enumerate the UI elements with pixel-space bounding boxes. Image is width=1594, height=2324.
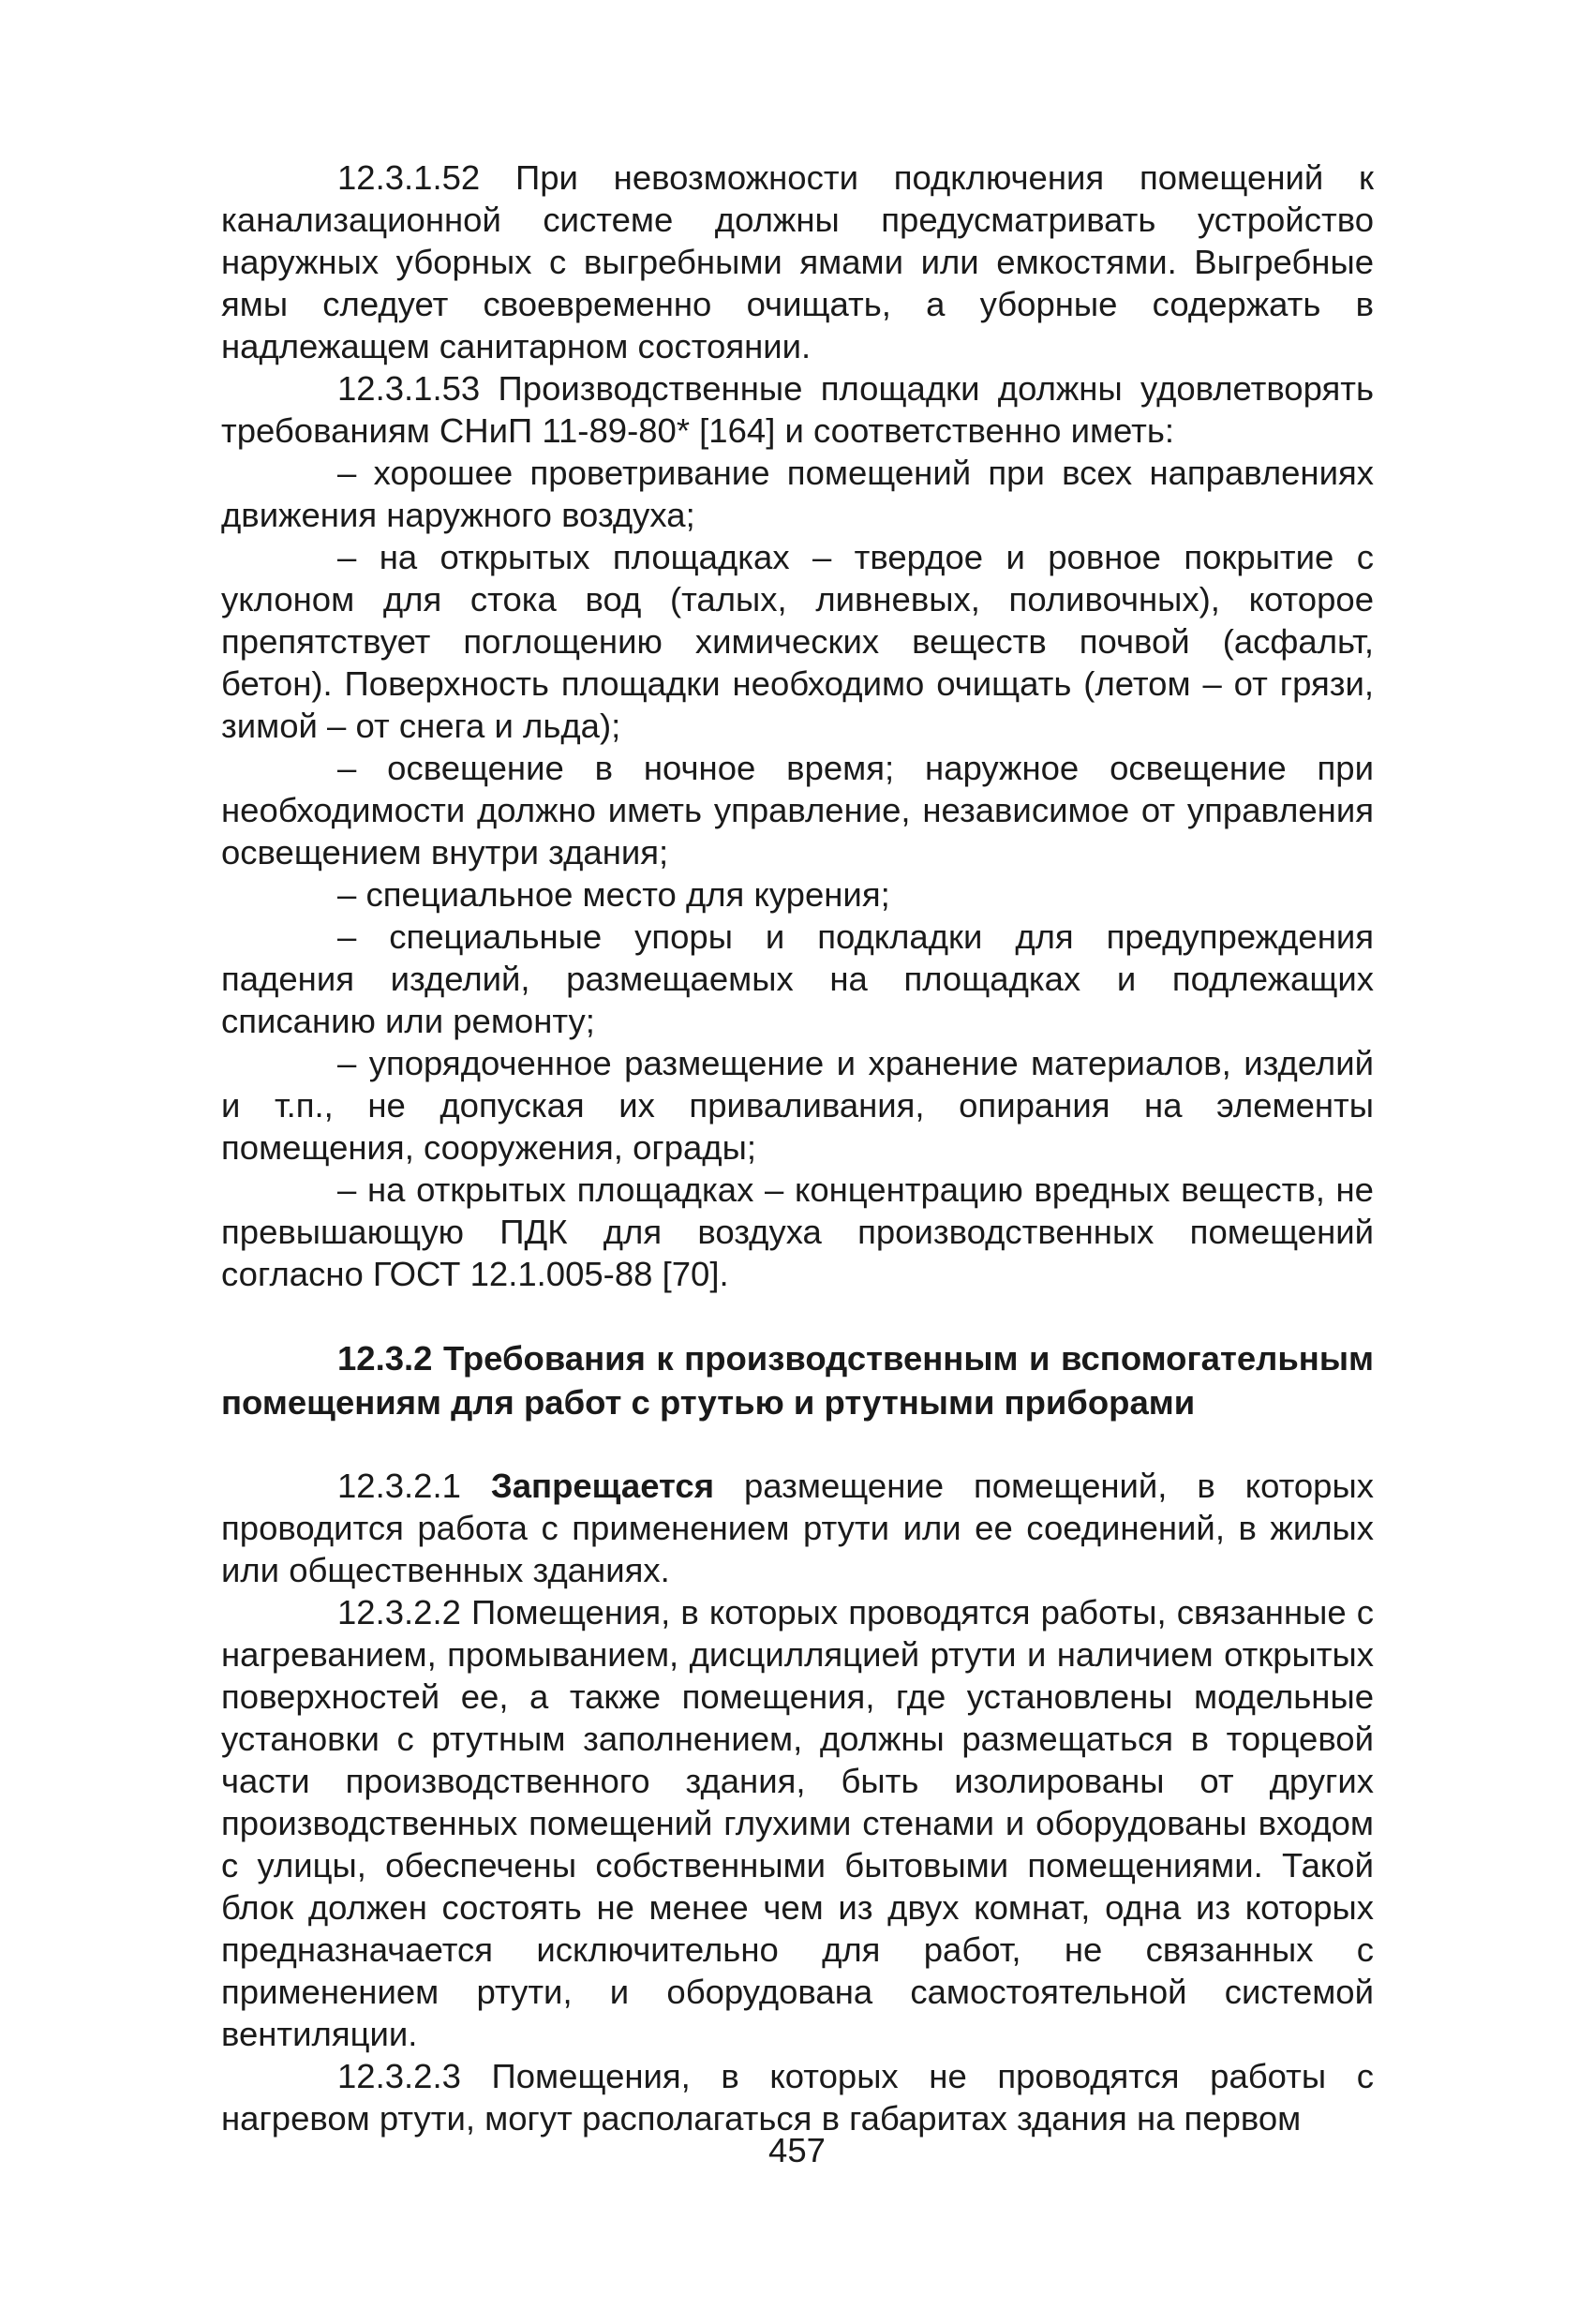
section-heading-12-3-2: 12.3.2 Требования к производственным и вспомогательным помещениям для работ с ртутью и ртутными приборами: [221, 1339, 1374, 1422]
list-item-stops-and-pads: – специальные упоры и подкладки для предупреждения падения изделий, размещаемых на площадках и подлежащих списанию или ремонту;: [221, 917, 1374, 1040]
list-item-smoking-place: – специальное место для курения;: [337, 875, 890, 914]
paragraph-12-3-2-3: 12.3.2.3 Помещения, в которых не проводятся работы с нагревом ртути, могут располагаться в габаритах здания на первом: [221, 2057, 1374, 2138]
paragraph-12-3-2-1: [221, 1465, 1374, 1591]
paragraph-12-3-2-2: 12.3.2.2 Помещения, в которых проводятся работы, связанные с нагреванием, промыванием, дисцилляцией ртути и наличием открытых поверхностей ее, а также помещения, где установлены модельные установки с ртутным заполнением, должны размещаться в торцевой части производственного здания, быть изолированы от других производственных помещений глухими стенами и оборудованы входом с улицы, обеспечены собственными бытовыми помещениями. Такой блок должен состоять не менее чем из двух комнат, одна из которых предназначается исключительно для работ, не связанных с применением ртути, и оборудована самостоятельной системой вентиляции.: [221, 1593, 1374, 2053]
paragraph-number: 12.3.2.1: [337, 1467, 461, 1505]
list-item-ordered-storage: – упорядоченное размещение и хранение материалов, изделий и т.п., не допуская их приваливания, опирания на элементы помещения, сооружения, ограды;: [221, 1044, 1374, 1167]
list-item-night-lighting: – освещение в ночное время; наружное освещение при необходимости должно иметь управление, независимое от управления освещением внутри здания;: [221, 749, 1374, 872]
paragraph-12-3-1-52: 12.3.1.52 При невозможности подключения помещений к канализационной системе должны предусматривать устройство наружных уборных с выгребными ямами или емкостями. Выгребные ямы следует своевременно очищать, а уборные содержать в надлежащем санитарном состоянии.: [221, 158, 1374, 365]
paragraph-body: размещение помещений, в которых проводится работа с применением ртути или ее соединений, в жилых или общественных зданиях.: [221, 1467, 1374, 1589]
page-number: 457: [768, 2131, 826, 2169]
document-page: [221, 156, 1374, 2139]
emphasis-prohibited: Запрещается: [490, 1467, 715, 1505]
list-item-ventilation: – хорошее проветривание помещений при всех направлениях движения наружного воздуха;: [221, 454, 1374, 534]
list-item-harmful-substances: – на открытых площадках – концентрацию вредных веществ, не превышающую ПДК для воздуха производственных помещений согласно ГОСТ 12.1.005-88 [70].: [221, 1170, 1374, 1293]
paragraph-12-3-1-53: 12.3.1.53 Производственные площадки должны удовлетворять требованиям СНиП 11-89-80* [164] и соответственно иметь:: [221, 369, 1374, 450]
list-item-open-area-surface: – на открытых площадках – твердое и ровное покрытие с уклоном для стока вод (талых, ливневых, поливочных), которое препятствует поглощению химических веществ почвой (асфальт, бетон). Поверхность площадки необходимо очищать (летом – от грязи, зимой – от снега и льда);: [221, 538, 1374, 745]
